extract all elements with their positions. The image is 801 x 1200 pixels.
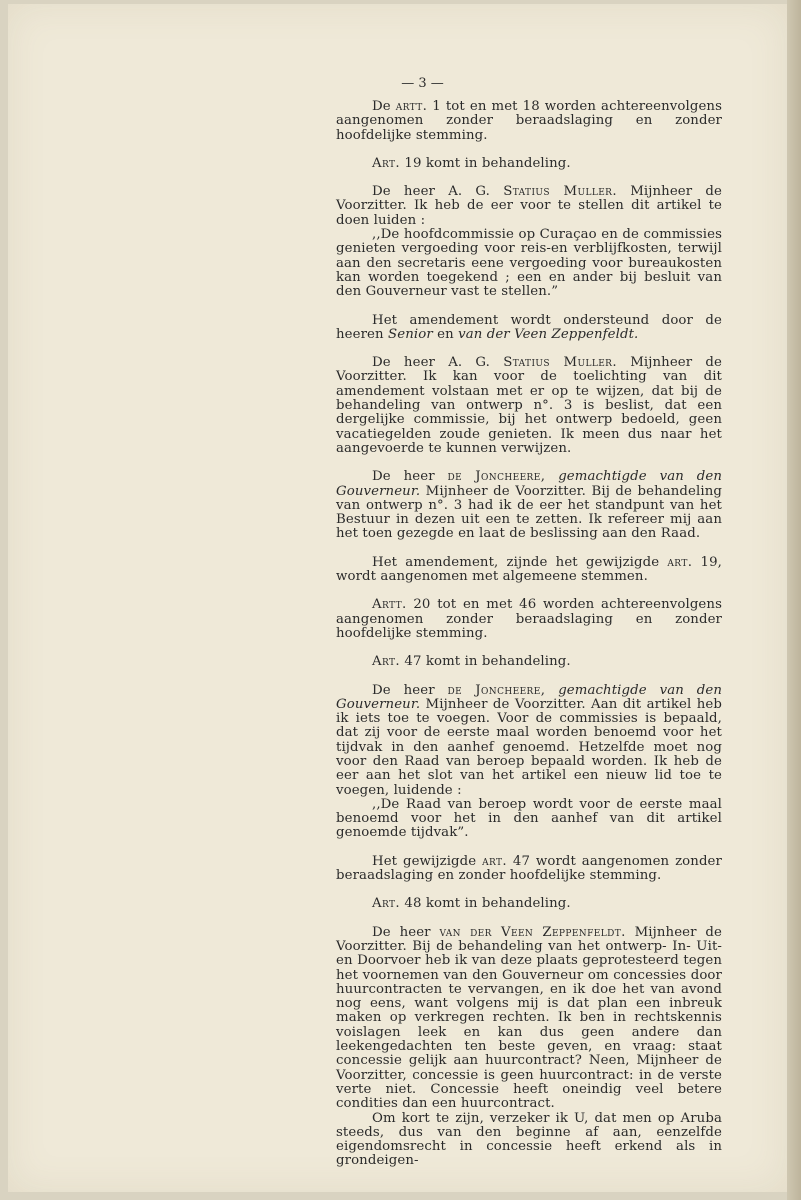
- page-edge: [787, 0, 801, 1200]
- text-run: 1 tot en met 18 worden achtereenvolgens aangenomen zonder beraadslaging en zonder hoofdelijke stemming.: [336, 99, 723, 143]
- paragraph: [336, 897, 722, 911]
- text-run: Mijnheer de Voorzitter. Bij de behandeling van het ontwerp- In- Uit- en Doorvoer heb ik van deze plaats geprotesteerd tegen het voornemen van den Gouverneur om concessies door huurcontracten te vervangen, en ik doe het van avond nog eens, want volgens mij is dat plan een inbreuk maken op verkregen rechten. Ik ben in rechtskennis voislagen leek en kan dus geen andere dan leekengedachten ten beste geven, en vraag: staat concessie gelijk aan huurcontract? Neen, Mijnheer de Voorzitter, concessie is geen huurcontract: in de verste verte niet. Concessie heeft oneindig veel betere condities dan een huurcontract.: [336, 924, 722, 1112]
- italic-text: gemachtigde van den Gouverneur.: [336, 682, 722, 712]
- paragraph: [336, 228, 722, 299]
- text-run: ,,De Raad van beroep wordt voor de eerste maal benoemd voor het in den aanhef van dit artikel genoemde tijdvak”.: [336, 796, 722, 841]
- paragraph: [336, 1112, 722, 1169]
- paragraph: [336, 185, 722, 228]
- paragraph: [336, 926, 722, 1112]
- paragraph: [336, 655, 722, 669]
- smallcaps-text: van der Veen Zeppenfeldt.: [439, 924, 626, 940]
- smallcaps-text: art.: [482, 853, 508, 869]
- smallcaps-text: de Joncheere,: [447, 682, 546, 698]
- smallcaps-text: Statius Muller.: [503, 184, 617, 200]
- text-run: De heer A. G.: [372, 355, 504, 371]
- paragraph: [336, 598, 722, 641]
- paragraph: [336, 556, 722, 585]
- document-body: [336, 100, 722, 1169]
- text-run: Mijnheer de Voorzitter. Aan dit artikel heb ik iets toe te voegen. Voor de commissies is bepaald, dat zij voor de eerste maal worden benoemd voor het tijdvak in den aanhef genoemd. Hetzelfde moet nog voor den Raad van beroep bepaald worden. Ik heb de eer aan het slot van het artikel een nieuw lid toe te voegen, luidende :: [336, 696, 722, 798]
- smallcaps-text: de Joncheere,: [447, 469, 546, 485]
- italic-text: gemachtigde van den Gouverneur.: [336, 469, 722, 499]
- text-run: en: [432, 326, 459, 342]
- text-run: 19, wordt aangenomen met algemeene stemmen.: [336, 554, 722, 585]
- text-run: De heer A. G.: [372, 184, 504, 200]
- text-run: 48 komt in behandeling.: [400, 896, 571, 912]
- smallcaps-text: Art.: [372, 896, 401, 912]
- smallcaps-text: art.: [667, 554, 693, 570]
- paragraph: [336, 798, 722, 841]
- smallcaps-text: Statius Muller.: [503, 355, 617, 371]
- text-run: 47 wordt aangenomen zonder beraadslaging en zonder hoofdelijke stemming.: [336, 853, 722, 884]
- paragraph: [336, 100, 722, 143]
- text-run: De: [372, 99, 396, 114]
- text-run: Het amendement, zijnde het gewijzigde: [372, 554, 668, 570]
- paragraph: [336, 356, 722, 456]
- paragraph: [336, 855, 722, 884]
- text-run: Mijnheer de Voorzitter. Ik kan voor de toelichting van dit amendement volstaan met er op te wijzen, dat bij de behandeling van ontwerp n°. 3 is beslist, dat een dergelijke commissie, bij het ontwerp bedoeld, geen vacatiegelden zoude genieten. Ik meen dus naar het aangevoerde te kunnen verwijzen.: [336, 355, 723, 456]
- text-run: Het gewijzigde: [372, 853, 483, 869]
- page-number: — 3 —: [401, 76, 444, 91]
- smallcaps-text: Artt.: [372, 597, 407, 613]
- paragraph: [336, 684, 722, 798]
- text-run: Mijnheer de Voorzitter. Bij de behandeling van ontwerp n°. 3 had ik de eer het standpunt van het Bestuur in dezen uit een te zetten. Ik refereer mij aan het toen gezegde en laat de beslissing aan den Raad.: [336, 483, 722, 542]
- paragraph: [336, 157, 722, 171]
- text-run: Mijnheer de Voorzitter. Ik heb de eer voor te stellen dit artikel te doen luiden :: [336, 184, 723, 228]
- text-run: De heer: [372, 469, 448, 485]
- smallcaps-text: artt.: [395, 99, 428, 114]
- text-run: Het amendement wordt ondersteund door de heeren: [336, 312, 722, 342]
- smallcaps-text: Art.: [372, 155, 401, 171]
- text-run: De heer: [372, 924, 440, 940]
- italic-text: van der Veen Zeppenfeldt.: [458, 326, 639, 342]
- text-run: 20 tot en met 46 worden achtereenvolgens aangenomen zonder beraadslaging en zonder hoofdelijke stemming.: [336, 597, 722, 641]
- text-run: De heer: [372, 682, 448, 698]
- text-run: 19 komt in behandeling.: [400, 155, 571, 171]
- text-run: 47 komt in behandeling.: [400, 654, 571, 670]
- smallcaps-text: Art.: [372, 654, 401, 670]
- text-run: Om kort te zijn, verzeker ik U, dat men op Aruba steeds, dus van den beginne af aan, eenzelfde eigendomsrecht in concessie heeft erkend als in grondeigen-: [336, 1110, 722, 1169]
- italic-text: Senior: [388, 326, 433, 342]
- paragraph: [336, 314, 722, 343]
- text-run: ,,De hoofdcommissie op Curaçao en de commissies genieten vergoeding voor reis-en verblijfkosten, terwijl aan den secretaris eene vergoeding voor bureaukosten kan worden toegekend ; een en ander bij besluit van den Gouverneur vast te stellen.”: [336, 227, 722, 300]
- paragraph: [336, 470, 722, 541]
